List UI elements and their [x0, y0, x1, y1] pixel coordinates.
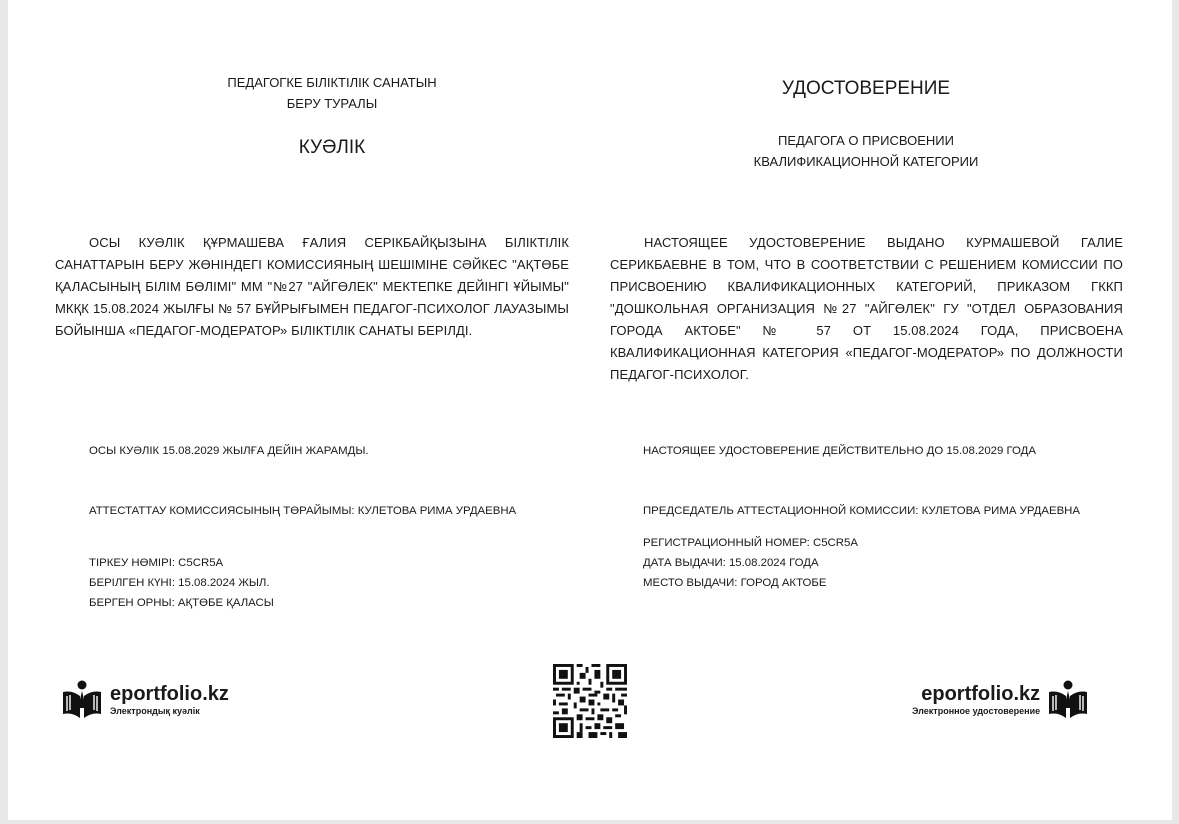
- left-header-line2: БЕРУ ТУРАЛЫ: [286, 96, 378, 111]
- left-header: [182, 72, 482, 114]
- left-issue-date: БЕРІЛГЕН КҮНІ: 15.08.2024 ЖЫЛ.: [89, 577, 270, 589]
- certificate-page: [8, 0, 1172, 820]
- left-body: ОСЫ КУӘЛІК ҚҰРМАШЕВА ҒАЛИЯ СЕРІКБАЙҚЫЗЫНА БІЛІКТІЛІК САНАТТАРЫН БЕРУ ЖӨНІНДЕГІ КОМИССИЯНЫҢ ШЕШІМІНЕ СӘЙКЕС "АҚТӨБЕ ҚАЛАСЫНЫҢ БІЛІМ БӨЛІМІ" ММ "№27 "АЙГӨЛЕК" МЕКТЕПКЕ ДЕЙІНГІ ҰЙЫМЫ" МКҚК 15.08.2024 ЖЫЛҒЫ № 57 БҰЙРЫҒЫМЕН ПЕДАГОГ-ПСИХОЛОГ ЛАУАЗЫМЫ БОЙЫНША «ПЕДАГОГ-МОДЕРАТОР» БІЛІКТІЛІК САНАТЫ БЕРІЛДІ.: [55, 235, 569, 338]
- right-logo-subtitle: Электронное удостоверение: [912, 706, 1041, 716]
- right-logo-brand: eportfolio.kz: [921, 683, 1041, 705]
- right-header-line1: ПЕДАГОГА О ПРИСВОЕНИИ: [778, 133, 954, 148]
- right-valid-until: НАСТОЯЩЕЕ УДОСТОВЕРЕНИЕ ДЕЙСТВИТЕЛЬНО ДО 15.08.2029 ГОДА: [643, 445, 1036, 457]
- right-header: [691, 130, 1041, 172]
- right-logo: [912, 678, 1090, 722]
- left-logo-subtitle: Электрондық куәлік: [110, 706, 200, 716]
- right-chairman: ПРЕДСЕДАТЕЛЬ АТТЕСТАЦИОННОЙ КОМИССИИ: КУЛЕТОВА РИМА УРДАЕВНА: [643, 505, 1081, 517]
- left-reg-number: ТІРКЕУ НӨМІРІ: C5CR5A: [89, 557, 224, 569]
- left-issue-place: БЕРГЕН ОРНЫ: АҚТӨБЕ ҚАЛАСЫ: [89, 597, 274, 609]
- book-reader-icon: [60, 678, 104, 722]
- qr-code-icon: [553, 664, 627, 738]
- left-logo-brand: eportfolio.kz: [110, 683, 229, 705]
- right-reg-number: РЕГИСТРАЦИОННЫЙ НОМЕР: C5CR5A: [643, 537, 858, 549]
- book-reader-icon: [1046, 678, 1090, 722]
- right-issue-date: ДАТА ВЫДАЧИ: 15.08.2024 ГОДА: [643, 557, 819, 569]
- left-title: КУӘЛІК: [298, 137, 366, 158]
- right-title: УДОСТОВЕРЕНИЕ: [781, 78, 951, 99]
- right-registration: [643, 533, 1123, 593]
- left-logo: [60, 678, 229, 722]
- right-issue-place: МЕСТО ВЫДАЧИ: ГОРОД АКТОБЕ: [643, 577, 827, 589]
- left-chairman: АТТЕСТАТТАУ КОМИССИЯСЫНЫҢ ТӨРАЙЫМЫ: КУЛЕТОВА РИМА УРДАЕВНА: [89, 505, 517, 517]
- right-body: НАСТОЯЩЕЕ УДОСТОВЕРЕНИЕ ВЫДАНО КУРМАШЕВОЙ ГАЛИЕ СЕРИКБАЕВНЕ В ТОМ, ЧТО В СООТВЕТСТВИИ С РЕШЕНИЕМ КОМИССИИ ПО ПРИСВОЕНИЮ КВАЛИФИКАЦИОННЫХ КАТЕГОРИЙ, ПРИКАЗОМ ГККП "ДОШКОЛЬНАЯ ОРГАНИЗАЦИЯ №27 "АЙГӨЛЕК" ГУ "ОТДЕЛ ОБРАЗОВАНИЯ ГОРОДА АКТОБЕ" № 57 ОТ 15.08.2024 ГОДА, ПРИСВОЕНА КВАЛИФИКАЦИОННАЯ КАТЕГОРИЯ «ПЕДАГОГ-МОДЕРАТОР» ПО ДОЛЖНОСТИ ПЕДАГОГ-ПСИХОЛОГ.: [610, 235, 1123, 382]
- left-valid-until: ОСЫ КУӘЛІК 15.08.2029 ЖЫЛҒА ДЕЙІН ЖАРАМДЫ.: [89, 445, 369, 457]
- left-registration: [89, 553, 529, 613]
- right-header-line2: КВАЛИФИКАЦИОННОЙ КАТЕГОРИИ: [753, 154, 979, 169]
- left-header-line1: ПЕДАГОГКЕ БІЛІКТІЛІК САНАТЫН: [227, 75, 437, 90]
